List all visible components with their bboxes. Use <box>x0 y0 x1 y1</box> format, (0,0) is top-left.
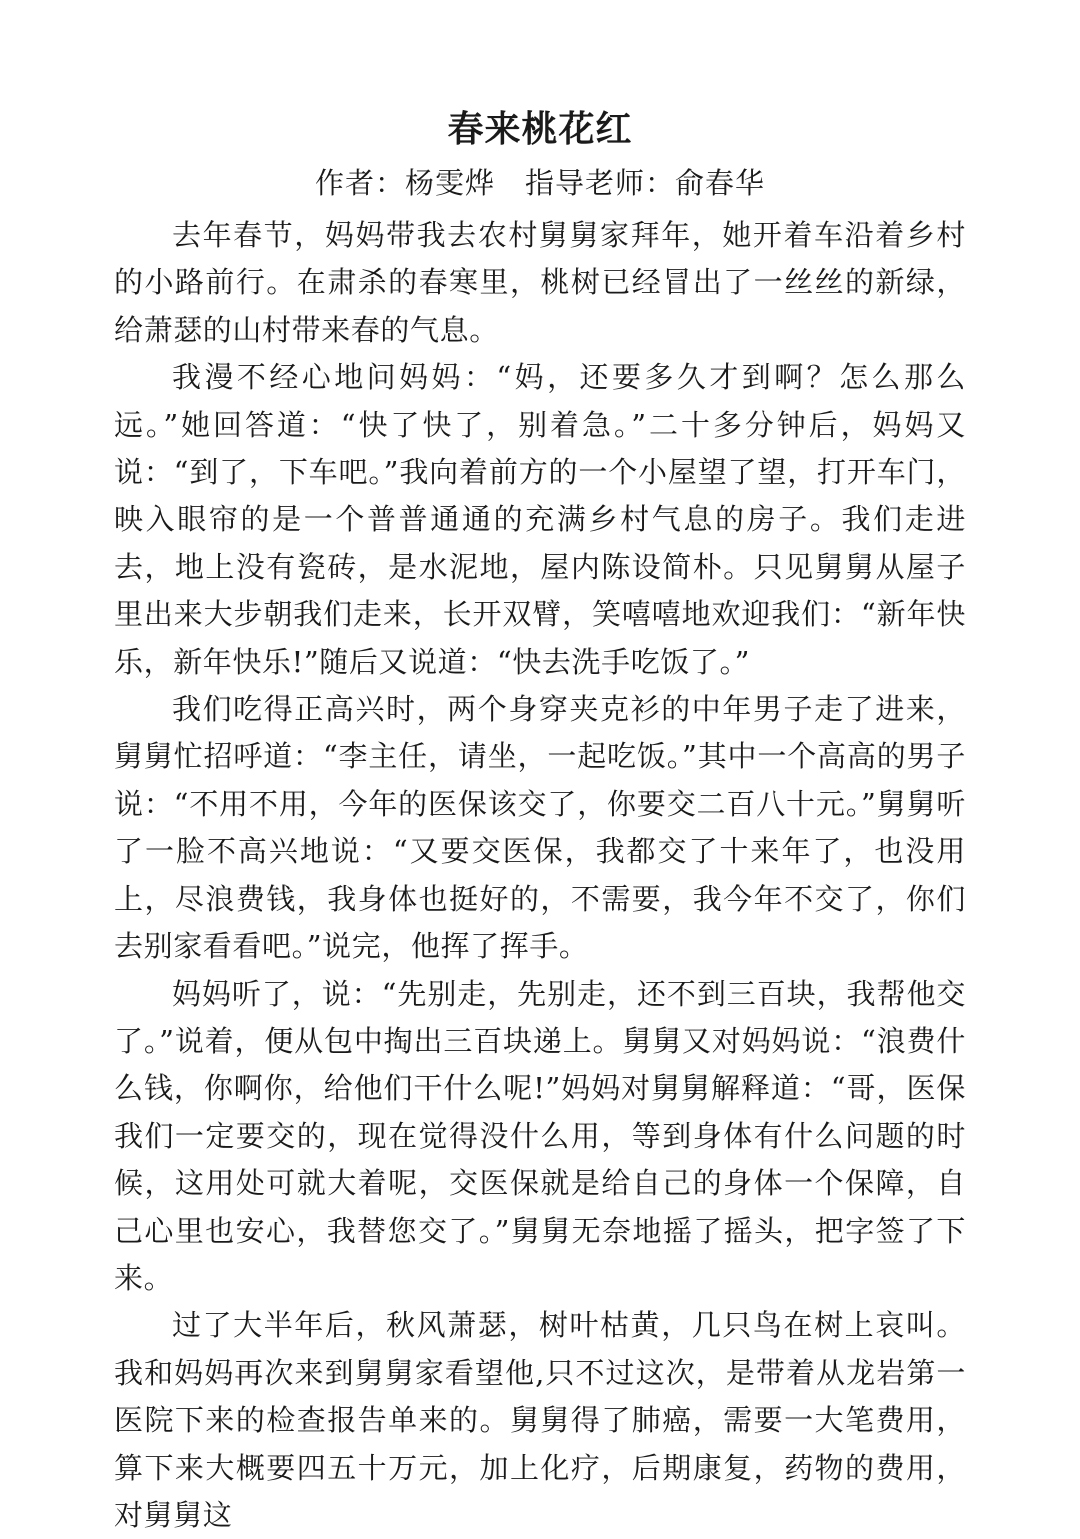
paragraph-5: 过了大半年后，秋风萧瑟，树叶枯黄，几只鸟在树上哀叫。我和妈妈再次来到舅舅家看望他,只不过这次，是带着从龙岩第一医院下来的检查报告单来的。舅舅得了肺癌，需要一大笔费用，算下来大概要四五十万元，加上化疗，后期康复，药物的费用，对舅舅这 <box>114 1308 966 1532</box>
document-page <box>114 100 966 1539</box>
document-title: 春来桃花红 <box>447 108 633 150</box>
paragraph-4: 妈妈听了，说：“先别走，先别走，还不到三百块，我帮他交了。”说着，便从包中掏出三百块递上。舅舅又对妈妈说：“浪费什么钱，你啊你，给他们干什么呢!”妈妈对舅舅解释道：“哥，医保我们一定要交的，现在觉得没什么用，等到身体有什么问题的时候，这用处可就大着呢，交医保就是给自己的身体一个保障，自己心里也安心，我替您交了。”舅舅无奈地摇了摇头，把字签了下来。 <box>114 976 966 1295</box>
paragraph-1: 去年春节，妈妈带我去农村舅舅家拜年，她开着车沿着乡村的小路前行。在肃杀的春寒里，桃树已经冒出了一丝丝的新绿，给萧瑟的山村带来春的气息。 <box>114 218 966 347</box>
paragraph-3: 我们吃得正高兴时，两个身穿夹克衫的中年男子走了进来，舅舅忙招呼道：“李主任，请坐，一起吃饭。”其中一个高高的男子说：“不用不用，今年的医保该交了，你要交二百八十元。”舅舅听了一脸不高兴地说：“又要交医保，我都交了十来年了，也没用上，尽浪费钱，我身体也挺好的，不需要，我今年不交了，你们去别家看看吧。”说完，他挥了挥手。 <box>114 692 966 964</box>
author-byline: 作者：杨雯烨 指导老师：俞春华 <box>314 166 765 200</box>
paragraph-2: 我漫不经心地问妈妈：“妈，还要多久才到啊？怎么那么远。”她回答道：“快了快了，别着急。”二十多分钟后，妈妈又说：“到了，下车吧。”我向着前方的一个小屋望了望，打开车门，映入眼帘的是一个普普通通的充满乡村气息的房子。我们走进去，地上没有瓷砖，是水泥地，屋内陈设简朴。只见舅舅从屋子里出来大步朝我们走来，长开双臂，笑嘻嘻地欢迎我们：“新年快乐，新年快乐!”随后又说道：“快去洗手吃饭了。” <box>114 360 966 679</box>
